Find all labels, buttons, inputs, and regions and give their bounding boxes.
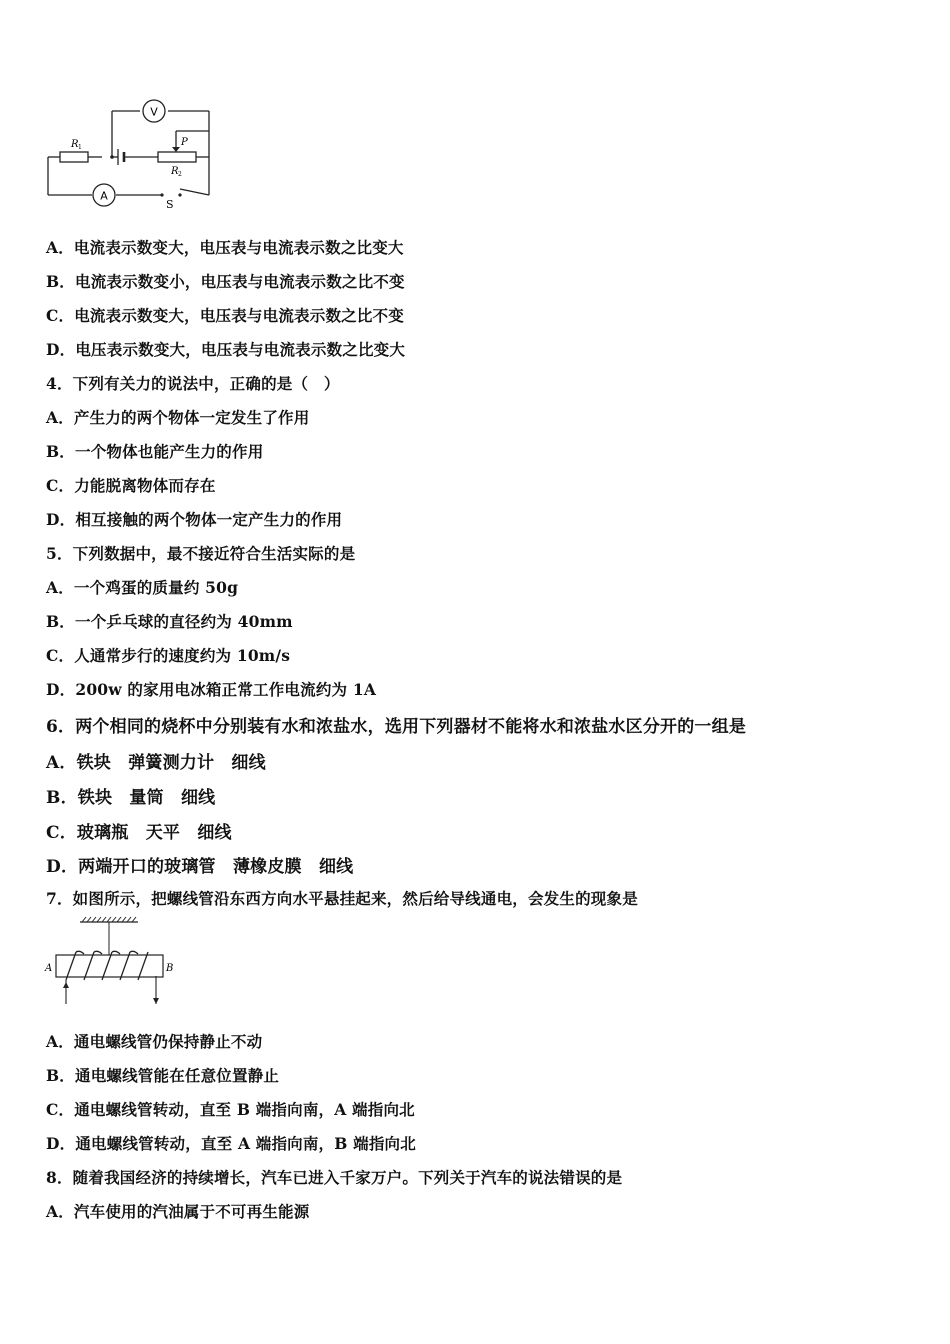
circuit-diagram — [40, 95, 220, 215]
q3-option-a: A．电流表示数变大，电压表与电流表示数之比变大 — [46, 238, 404, 257]
r1-subscript: 1 — [78, 144, 82, 151]
q4-option-d: D．相互接触的两个物体一定产生力的作用 — [46, 510, 343, 529]
solenoid-diagram — [42, 914, 182, 1012]
q7-option-b: B．通电螺线管能在任意位置静止 — [46, 1066, 280, 1085]
q3-option-b: B．电流表示数变小，电压表与电流表示数之比不变 — [46, 272, 405, 291]
r2-subscript: 2 — [178, 171, 182, 178]
switch-blade — [180, 189, 209, 195]
q4-option-c: C．力能脱离物体而存在 — [46, 476, 216, 495]
slider-label: P — [181, 137, 188, 148]
q6-option-a: A．铁块 弹簧测力计 细线 — [46, 753, 266, 773]
voltmeter-label: V — [150, 105, 158, 119]
q5-option-d: D．200w 的家用电冰箱正常工作电流约为 1A — [46, 680, 377, 699]
q5-option-c: C．人通常步行的速度约为 10m/s — [46, 646, 291, 665]
switch-label: S — [166, 198, 174, 211]
q7-option-c: C．通电螺线管转动，直至 B 端指向南，A 端指向北 — [46, 1100, 415, 1119]
q7-option-d: D．通电螺线管转动，直至 A 端指向南，B 端指向北 — [46, 1134, 416, 1153]
ammeter-label: A — [100, 189, 108, 203]
q5-option-a: A．一个鸡蛋的质量约 50g — [46, 578, 239, 597]
q4-option-a: A．产生力的两个物体一定发生了作用 — [46, 408, 310, 427]
r1-label: R — [71, 139, 79, 150]
q3-option-c: C．电流表示数变大，电压表与电流表示数之比不变 — [46, 306, 404, 325]
q6-option-d: D．两端开口的玻璃管 薄橡皮膜 细线 — [46, 857, 354, 877]
q4-option-b: B．一个物体也能产生力的作用 — [46, 442, 264, 461]
q7-option-a: A．通电螺线管仍保持静止不动 — [46, 1032, 263, 1051]
q8-stem: 8．随着我国经济的持续增长，汽车已进入千家万户。下列关于汽车的说法错误的是 — [46, 1168, 623, 1187]
q5-stem: 5．下列数据中，最不接近符合生活实际的是 — [46, 544, 356, 563]
q5-option-b: B．一个乒乓球的直径约为 40mm — [46, 612, 293, 631]
q6-option-b: B．铁块 量筒 细线 — [46, 788, 216, 808]
q7-stem: 7．如图所示，把螺线管沿东西方向水平悬挂起来，然后给导线通电，会发生的现象是 — [46, 889, 638, 908]
q3-option-d: D．电压表示数变大，电压表与电流表示数之比变大 — [46, 340, 406, 359]
q8-option-a: A．汽车使用的汽油属于不可再生能源 — [46, 1202, 310, 1221]
q6-stem: 6．两个相同的烧杯中分别装有水和浓盐水，选用下列器材不能将水和浓盐水区分开的一组是 — [46, 717, 747, 737]
r2-label: R — [171, 166, 179, 177]
solenoid-label-b: B — [166, 963, 174, 974]
solenoid-label-a: A — [45, 963, 53, 974]
q4-stem: 4．下列有关力的说法中，正确的是（ ） — [46, 374, 340, 393]
q6-option-c: C．玻璃瓶 天平 细线 — [46, 823, 232, 843]
